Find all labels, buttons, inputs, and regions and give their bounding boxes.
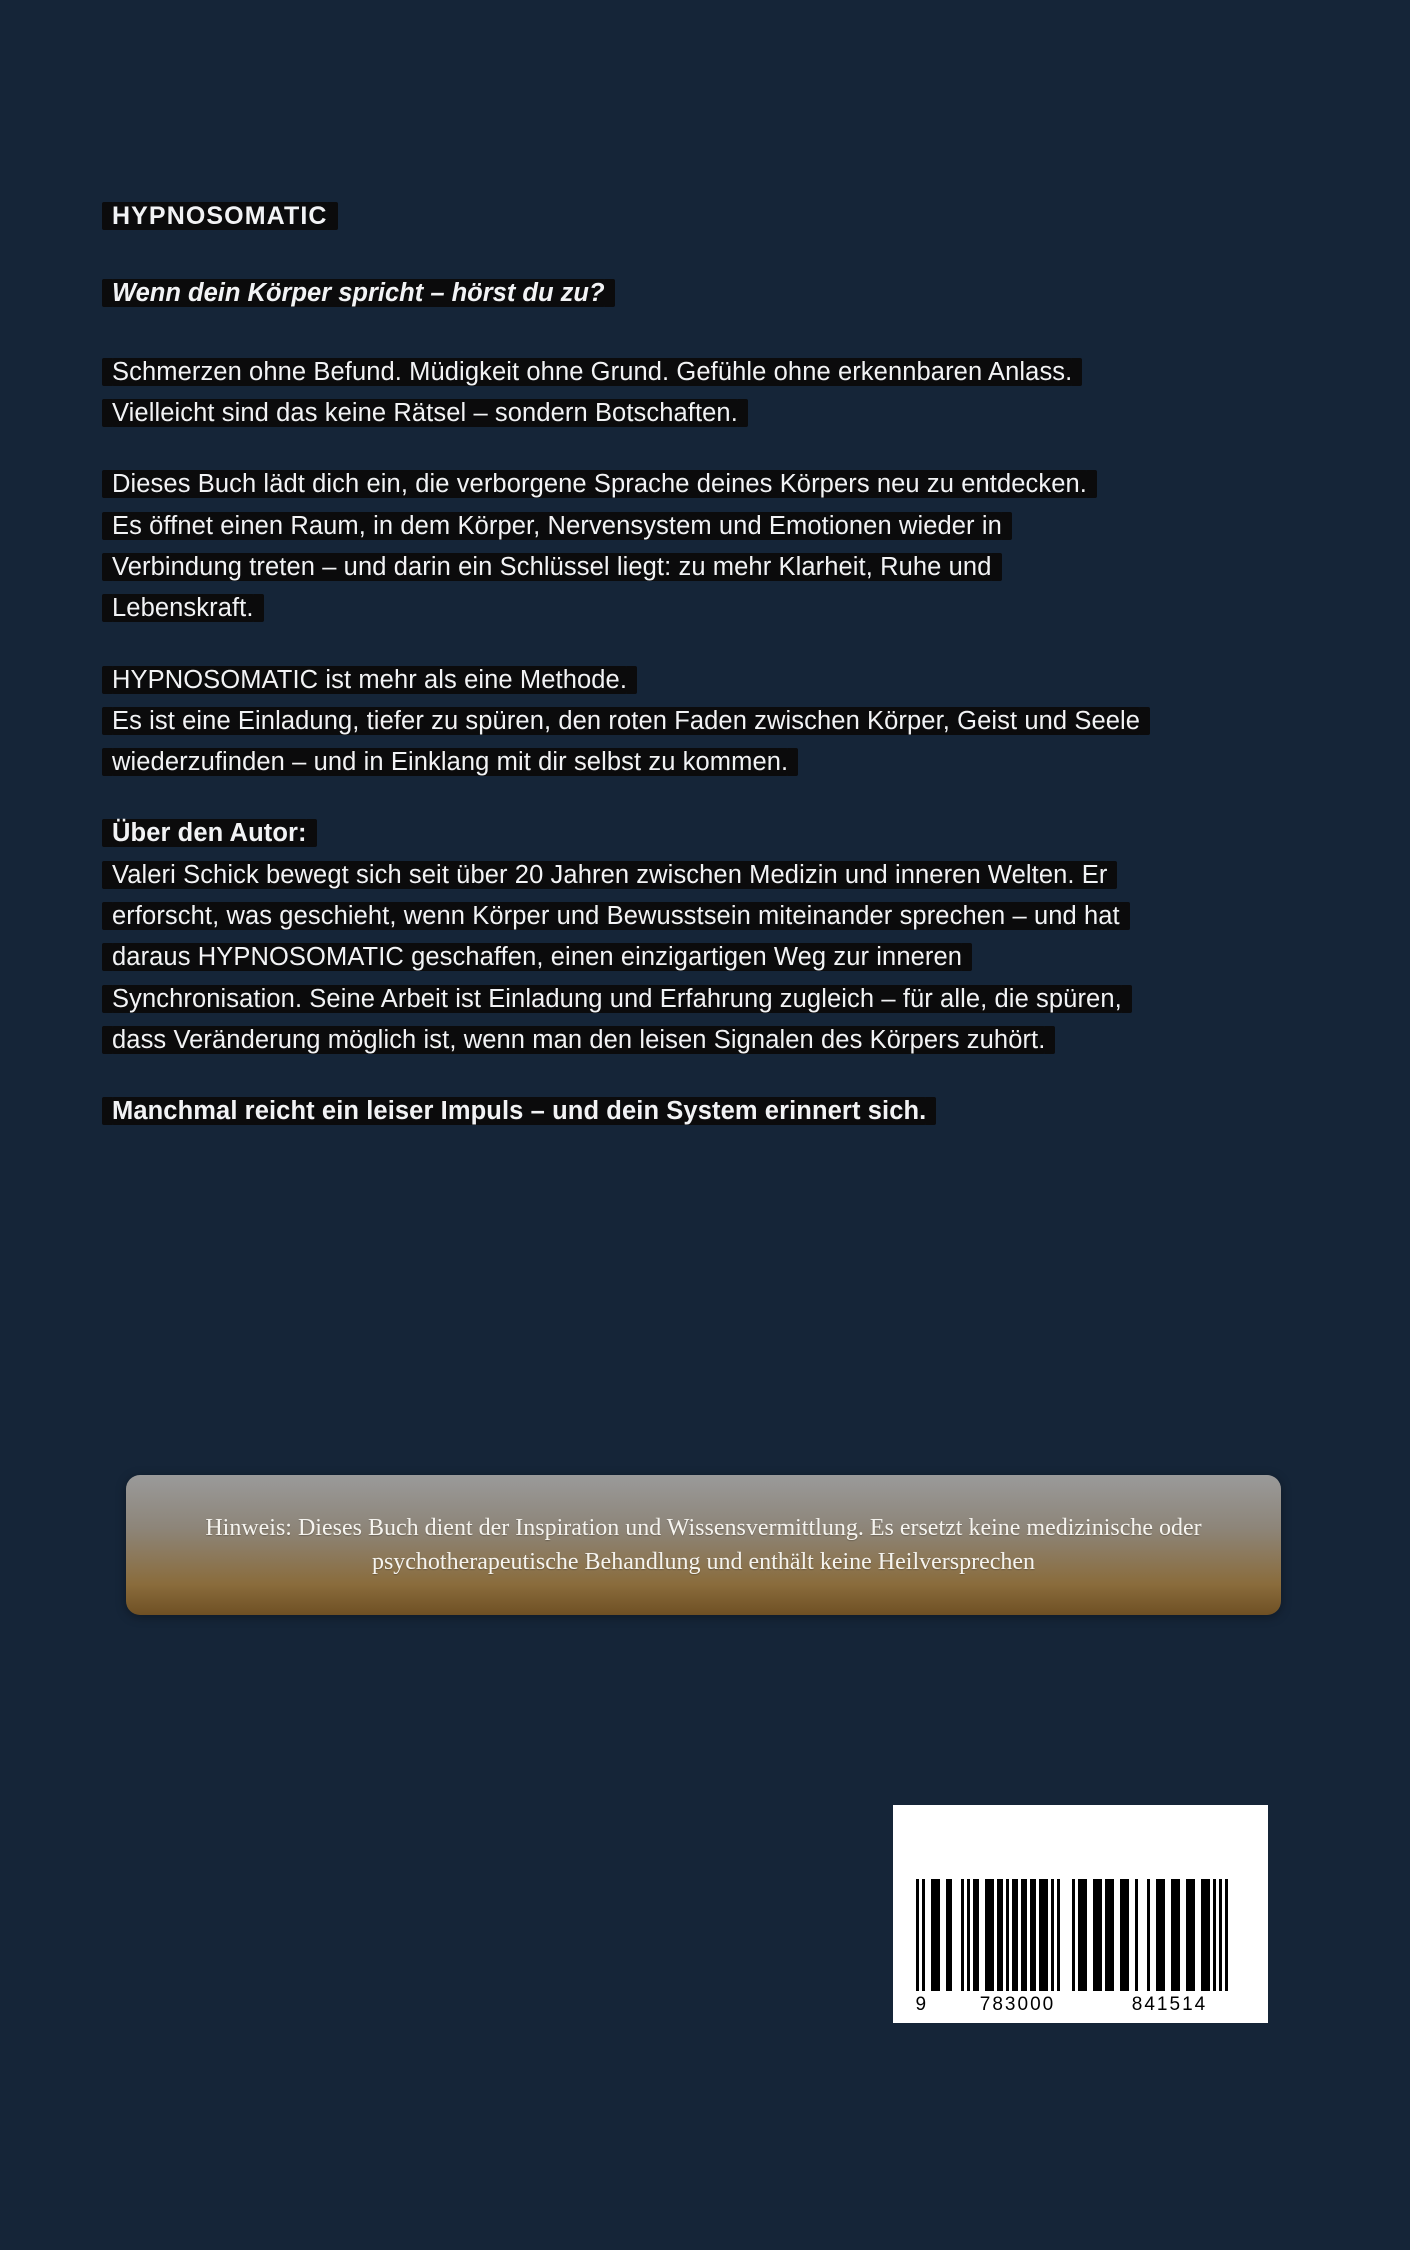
author-line: Valeri Schick bewegt sich seit über 20 Jahren zwischen Medizin und inneren Welten. Er: [112, 860, 1108, 889]
book-title-text: HYPNOSOMATIC: [112, 202, 328, 230]
author-section: [112, 813, 1302, 1061]
paragraph-line: Verbindung treten – und darin ein Schlüssel liegt: zu mehr Klarheit, Ruhe und: [112, 552, 992, 581]
author-line: erforscht, was geschieht, wenn Körper und Bewusstsein miteinander sprechen – und hat: [112, 902, 1120, 931]
disclaimer-text: Hinweis: Dieses Buch dient der Inspiration und Wissensvermittlung. Es ersetzt keine medizinische oder psychotherapeutische Behandlung und enthält keine Heilversprechen: [205, 1514, 1202, 1575]
barcode-prefix-digit: 9: [915, 1994, 929, 2015]
blurb-paragraph-3: [112, 660, 1302, 784]
blurb-paragraph-1: [112, 352, 1302, 435]
paragraph-line: wiederzufinden – und in Einklang mit dir selbst zu kommen.: [112, 748, 789, 777]
author-line: dass Veränderung möglich ist, wenn man den leisen Signalen des Körpers zuhört.: [112, 1025, 1046, 1054]
barcode-left-group: 783000: [979, 1994, 1056, 2015]
paragraph-line: Vielleicht sind das keine Rätsel – sondern Botschaften.: [112, 399, 738, 428]
paragraph-line: Es öffnet einen Raum, in dem Körper, Nervensystem und Emotionen wieder in: [112, 511, 1002, 540]
book-subtitle: [112, 273, 1302, 314]
blurb-paragraph-2: [112, 464, 1302, 629]
paragraph-line: Dieses Buch lädt dich ein, die verborgene Sprache deines Körpers neu zu entdecken.: [112, 470, 1087, 499]
isbn-barcode: [893, 1805, 1268, 2023]
blurb-text-block: [112, 196, 1302, 1133]
closing-statement: [112, 1091, 1302, 1132]
paragraph-line: Lebenskraft.: [112, 594, 254, 623]
paragraph-line: HYPNOSOMATIC ist mehr als eine Methode.: [112, 665, 628, 694]
disclaimer-plate: [126, 1475, 1281, 1615]
paragraph-line: Schmerzen ohne Befund. Müdigkeit ohne Grund. Gefühle ohne erkennbaren Anlass.: [112, 357, 1073, 386]
barcode-right-group: 841514: [1131, 1994, 1208, 2015]
closing-statement-text: Manchmal reicht ein leiser Impuls – und dein System erinnert sich.: [112, 1097, 927, 1126]
paragraph-line: Es ist eine Einladung, tiefer zu spüren, den roten Faden zwischen Körper, Geist und Seele: [112, 706, 1141, 735]
barcode-bars: [916, 1879, 1246, 1991]
book-subtitle-text: Wenn dein Körper spricht – hörst du zu?: [112, 278, 605, 307]
barcode-digits: [916, 1993, 1246, 2017]
author-line: daraus HYPNOSOMATIC geschaffen, einen einzigartigen Weg zur inneren: [112, 943, 963, 972]
author-line: Synchronisation. Seine Arbeit ist Einladung und Erfahrung zugleich – für alle, die spüren,: [112, 984, 1122, 1013]
author-heading: Über den Autor:: [112, 819, 307, 848]
book-title: [112, 196, 1302, 237]
